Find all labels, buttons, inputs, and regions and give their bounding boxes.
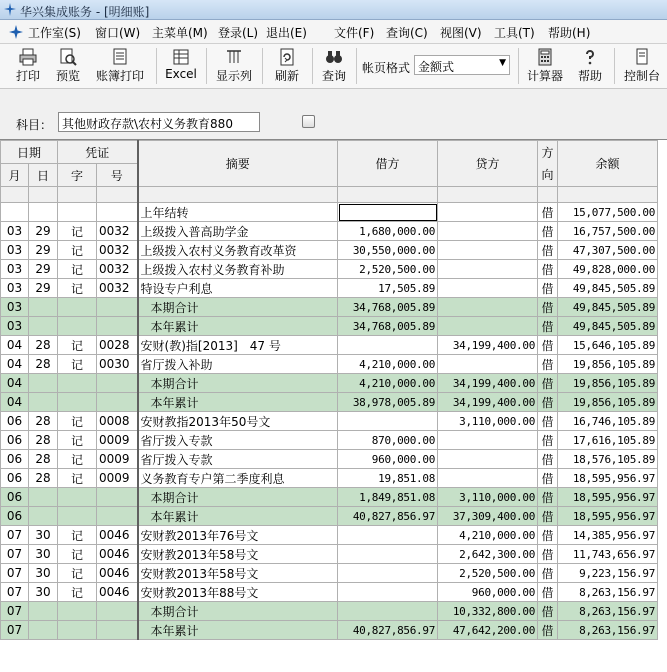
summary-row[interactable] — [1, 507, 658, 526]
cell-debit[interactable]: 34,768,005.89 — [338, 317, 438, 336]
table-row[interactable] — [1, 336, 658, 355]
cell-debit[interactable]: 960,000.00 — [338, 450, 438, 469]
ledger-grid — [0, 139, 667, 672]
menu-window[interactable]: 窗口(W) — [95, 26, 141, 40]
cell-credit[interactable] — [438, 222, 538, 241]
toolbar-separator — [356, 48, 357, 84]
cell-credit[interactable] — [438, 355, 538, 374]
cell-summary[interactable]: 安财教2013年58号文 — [138, 545, 338, 564]
subject-picker-button[interactable] — [302, 115, 315, 128]
cell-day[interactable]: 28 — [29, 450, 58, 469]
cell-voucher-no[interactable]: 0046 — [97, 564, 138, 583]
cell-month[interactable]: 03 — [1, 241, 29, 260]
table-row[interactable] — [1, 222, 658, 241]
cell-balance[interactable]: 19,856,105.89 — [558, 374, 658, 393]
cell-debit[interactable]: 17,505.89 — [338, 279, 438, 298]
cell-day[interactable] — [29, 374, 58, 393]
cell-voucher-no[interactable]: 0046 — [97, 545, 138, 564]
cell-direction[interactable]: 借 — [538, 602, 558, 621]
cell-balance[interactable]: 16,757,500.00 — [558, 222, 658, 241]
title-bar[interactable] — [0, 0, 667, 20]
cell-day[interactable]: 28 — [29, 336, 58, 355]
cell-month[interactable]: 03 — [1, 317, 29, 336]
cell-voucher-type[interactable] — [58, 298, 97, 317]
menu-tools[interactable]: 工具(T) — [494, 26, 535, 40]
cell-voucher-no[interactable] — [97, 317, 138, 336]
page-format-select[interactable]: 金额式 ▼ — [414, 55, 510, 75]
app-logo-icon — [4, 3, 16, 16]
cell-debit[interactable] — [338, 583, 438, 602]
cell-debit[interactable]: 19,851.08 — [338, 469, 438, 488]
cell-summary[interactable]: 省厅拨入补助 — [138, 355, 338, 374]
menu-workspace[interactable]: 工作室(S) — [28, 26, 81, 40]
page-format-label: 帐页格式 — [362, 61, 411, 75]
cell-credit[interactable] — [438, 298, 538, 317]
cell-month[interactable]: 06 — [1, 412, 29, 431]
cell-balance[interactable]: 49,845,505.89 — [558, 279, 658, 298]
cell-month[interactable]: 06 — [1, 488, 29, 507]
cell-voucher-no[interactable] — [97, 602, 138, 621]
cell-balance[interactable]: 11,743,656.97 — [558, 545, 658, 564]
excel-icon — [172, 48, 190, 66]
cell-balance[interactable]: 19,856,105.89 — [558, 355, 658, 374]
refresh-button[interactable]: 刷新 — [268, 46, 306, 86]
cell-summary[interactable]: 安财教2013年88号文 — [138, 583, 338, 602]
cell-month[interactable]: 07 — [1, 583, 29, 602]
cell-month[interactable]: 06 — [1, 431, 29, 450]
menu-login[interactable]: 登录(L) — [218, 26, 259, 40]
cell-summary[interactable]: 安财(教)指[2013] 47 号 — [138, 336, 338, 355]
cell-day[interactable] — [29, 393, 58, 412]
cell-voucher-no[interactable]: 0046 — [97, 583, 138, 602]
subject-bar — [0, 89, 667, 139]
cell-credit[interactable] — [438, 469, 538, 488]
cell-summary[interactable]: 安财教指2013年50号文 — [138, 412, 338, 431]
cell-voucher-type[interactable]: 记 — [58, 469, 97, 488]
cell-day[interactable]: 29 — [29, 241, 58, 260]
header-date: 日期 — [1, 141, 58, 164]
cell-voucher-no[interactable] — [97, 393, 138, 412]
cell-balance[interactable]: 18,595,956.97 — [558, 469, 658, 488]
cell-credit[interactable] — [438, 260, 538, 279]
table-row[interactable] — [1, 260, 658, 279]
binoculars-icon — [325, 48, 343, 66]
cell-debit[interactable]: 1,849,851.08 — [338, 488, 438, 507]
summary-row[interactable] — [1, 374, 658, 393]
toolbar-separator — [156, 48, 157, 84]
cell-summary[interactable]: 上级拨入普高助学金 — [138, 222, 338, 241]
cell-debit[interactable]: 40,827,856.97 — [338, 507, 438, 526]
cell-balance[interactable]: 8,263,156.97 — [558, 602, 658, 621]
cell-voucher-no[interactable]: 0030 — [97, 355, 138, 374]
cell-voucher-no[interactable] — [97, 488, 138, 507]
table-row[interactable] — [1, 355, 658, 374]
cell-credit[interactable]: 2,642,300.00 — [438, 545, 538, 564]
columns-icon — [225, 48, 243, 66]
refresh-icon — [278, 48, 296, 66]
menu-file[interactable]: 文件(F) — [334, 26, 375, 40]
cell-voucher-type[interactable]: 记 — [58, 412, 97, 431]
cell-day[interactable] — [29, 507, 58, 526]
subject-label: 科目： — [16, 118, 53, 132]
cell-direction[interactable]: 借 — [538, 469, 558, 488]
toolbar-separator — [518, 48, 519, 84]
cell-direction[interactable]: 借 — [538, 279, 558, 298]
cell-direction[interactable]: 借 — [538, 545, 558, 564]
cell-day[interactable] — [29, 317, 58, 336]
cell-voucher-type[interactable]: 记 — [58, 450, 97, 469]
table-row[interactable] — [1, 450, 658, 469]
header-voucher: 凭证 — [58, 141, 138, 164]
magnifier-page-icon — [59, 48, 77, 66]
cell-voucher-type[interactable] — [58, 317, 97, 336]
table-row[interactable] — [1, 526, 658, 545]
cell-debit[interactable]: 30,550,000.00 — [338, 241, 438, 260]
table-row[interactable] — [1, 203, 658, 222]
toolbar-separator — [312, 48, 313, 84]
summary-row[interactable] — [1, 298, 658, 317]
cell-day[interactable] — [29, 488, 58, 507]
cell-balance[interactable]: 9,223,156.97 — [558, 564, 658, 583]
header-voucher-type: 字 — [58, 164, 97, 187]
menu-view[interactable]: 视图(V) — [440, 26, 482, 40]
query-button[interactable]: 查询 — [316, 46, 352, 86]
cell-debit[interactable]: 40,827,856.97 — [338, 621, 438, 640]
cell-direction[interactable]: 借 — [538, 336, 558, 355]
summary-row[interactable] — [1, 393, 658, 412]
cell-month[interactable]: 07 — [1, 602, 29, 621]
cell-voucher-no[interactable]: 0032 — [97, 279, 138, 298]
cell-month[interactable]: 04 — [1, 393, 29, 412]
workspace-icon — [8, 24, 24, 40]
cell-credit[interactable]: 3,110,000.00 — [438, 488, 538, 507]
cell-debit[interactable]: 38,978,005.89 — [338, 393, 438, 412]
cell-voucher-type[interactable]: 记 — [58, 526, 97, 545]
cell-month[interactable]: 06 — [1, 450, 29, 469]
cell-balance[interactable]: 47,307,500.00 — [558, 241, 658, 260]
menu-main[interactable]: 主菜单(M) — [152, 26, 208, 40]
cell-credit[interactable] — [438, 203, 538, 222]
cell-direction[interactable]: 借 — [538, 241, 558, 260]
console-button[interactable]: 控制台 — [620, 46, 664, 86]
cell-month[interactable]: 07 — [1, 564, 29, 583]
cell-month[interactable] — [1, 203, 29, 222]
printer-icon — [19, 48, 37, 66]
cell-day[interactable]: 30 — [29, 583, 58, 602]
cell-credit[interactable] — [438, 279, 538, 298]
cell-direction[interactable]: 借 — [538, 374, 558, 393]
cell-month[interactable]: 04 — [1, 336, 29, 355]
cell-voucher-type[interactable]: 记 — [58, 222, 97, 241]
cell-voucher-no[interactable] — [97, 621, 138, 640]
cell-debit[interactable] — [338, 203, 438, 222]
excel-button[interactable]: Excel — [162, 46, 200, 86]
cell-summary[interactable]: 上年结转 — [138, 203, 338, 222]
blank-row — [1, 187, 658, 203]
cell-debit[interactable] — [338, 526, 438, 545]
cell-summary[interactable]: 安财教2013年58号文 — [138, 564, 338, 583]
cell-day[interactable]: 29 — [29, 279, 58, 298]
cell-month[interactable]: 07 — [1, 545, 29, 564]
table-row[interactable] — [1, 545, 658, 564]
table-row[interactable] — [1, 431, 658, 450]
cell-month[interactable]: 04 — [1, 355, 29, 374]
cell-debit[interactable] — [338, 564, 438, 583]
cell-direction[interactable]: 借 — [538, 431, 558, 450]
cell-voucher-no[interactable] — [97, 298, 138, 317]
show-columns-button[interactable]: 显示列 — [212, 46, 256, 86]
summary-row[interactable] — [1, 317, 658, 336]
cell-day[interactable]: 28 — [29, 412, 58, 431]
cell-balance[interactable]: 49,845,505.89 — [558, 317, 658, 336]
cell-voucher-type[interactable]: 记 — [58, 336, 97, 355]
cell-balance[interactable]: 49,828,000.00 — [558, 260, 658, 279]
cell-summary[interactable]: 特设专户利息 — [138, 279, 338, 298]
cell-debit[interactable]: 4,210,000.00 — [338, 374, 438, 393]
cell-credit[interactable]: 2,520,500.00 — [438, 564, 538, 583]
cell-credit[interactable]: 47,642,200.00 — [438, 621, 538, 640]
cell-credit[interactable] — [438, 450, 538, 469]
cell-balance[interactable]: 19,856,105.89 — [558, 393, 658, 412]
table-row[interactable] — [1, 564, 658, 583]
cell-direction[interactable]: 借 — [538, 450, 558, 469]
cell-voucher-type[interactable] — [58, 621, 97, 640]
cell-voucher-type[interactable]: 记 — [58, 355, 97, 374]
menu-query[interactable]: 查询(C) — [386, 26, 428, 40]
cell-direction[interactable]: 借 — [538, 621, 558, 640]
ledger-rows — [1, 187, 658, 640]
cell-summary[interactable]: 本期合计 — [138, 298, 338, 317]
cell-day[interactable] — [29, 602, 58, 621]
cell-voucher-no[interactable]: 0009 — [97, 431, 138, 450]
cell-voucher-type[interactable] — [58, 393, 97, 412]
cell-voucher-no[interactable]: 0032 — [97, 241, 138, 260]
header-day: 日 — [29, 164, 58, 187]
cell-summary[interactable]: 本年累计 — [138, 507, 338, 526]
cell-day[interactable] — [29, 298, 58, 317]
cell-day[interactable]: 28 — [29, 431, 58, 450]
cell-direction[interactable]: 借 — [538, 526, 558, 545]
cell-balance[interactable]: 14,385,956.97 — [558, 526, 658, 545]
cell-debit[interactable]: 2,520,500.00 — [338, 260, 438, 279]
cell-direction[interactable]: 借 — [538, 583, 558, 602]
cell-day[interactable] — [29, 621, 58, 640]
cell-balance[interactable]: 15,646,105.89 — [558, 336, 658, 355]
cell-debit[interactable]: 4,210,000.00 — [338, 355, 438, 374]
cell-debit[interactable]: 34,768,005.89 — [338, 298, 438, 317]
cell-voucher-no[interactable] — [97, 203, 138, 222]
cell-voucher-no[interactable]: 0028 — [97, 336, 138, 355]
cell-voucher-type[interactable] — [58, 203, 97, 222]
cell-credit[interactable] — [438, 241, 538, 260]
cell-debit[interactable] — [338, 545, 438, 564]
chevron-down-icon: ▼ — [499, 58, 506, 68]
cell-voucher-type[interactable]: 记 — [58, 260, 97, 279]
summary-row[interactable] — [1, 488, 658, 507]
cell-day[interactable]: 29 — [29, 260, 58, 279]
cell-day[interactable]: 30 — [29, 526, 58, 545]
cell-day[interactable]: 29 — [29, 222, 58, 241]
cell-credit[interactable]: 34,199,400.00 — [438, 374, 538, 393]
cell-voucher-no[interactable]: 0032 — [97, 222, 138, 241]
cell-month[interactable]: 06 — [1, 507, 29, 526]
cell-credit[interactable]: 37,309,400.00 — [438, 507, 538, 526]
cell-summary[interactable]: 省厅拨入专款 — [138, 450, 338, 469]
cell-month[interactable]: 07 — [1, 621, 29, 640]
header-month: 月 — [1, 164, 29, 187]
cell-month[interactable]: 03 — [1, 222, 29, 241]
cell-credit[interactable]: 34,199,400.00 — [438, 393, 538, 412]
cell-summary[interactable]: 本年累计 — [138, 317, 338, 336]
cell-month[interactable]: 03 — [1, 260, 29, 279]
cell-credit[interactable] — [438, 431, 538, 450]
cell-month[interactable]: 04 — [1, 374, 29, 393]
ledger-print-icon — [111, 48, 129, 66]
cell-voucher-no[interactable] — [97, 374, 138, 393]
subject-field[interactable]: 其他财政存款\农村义务教育880 — [58, 112, 260, 132]
cell-summary[interactable]: 省厅拨入专款 — [138, 431, 338, 450]
window-title: 华兴集成账务 - [明细账] — [20, 5, 150, 19]
cell-balance[interactable]: 18,595,956.97 — [558, 488, 658, 507]
menu-bar — [0, 20, 667, 44]
cell-direction[interactable]: 借 — [538, 488, 558, 507]
help-button[interactable]: 帮助 — [572, 46, 608, 86]
cell-balance[interactable]: 16,746,105.89 — [558, 412, 658, 431]
console-icon — [633, 48, 651, 66]
cell-voucher-type[interactable] — [58, 602, 97, 621]
cell-summary[interactable]: 上级拨入农村义务教育补助 — [138, 260, 338, 279]
header-balance: 余额 — [558, 141, 658, 187]
ledger-table — [0, 140, 658, 640]
question-mark-icon — [581, 48, 599, 66]
table-row[interactable] — [1, 583, 658, 602]
cell-summary[interactable]: 本年累计 — [138, 621, 338, 640]
cell-debit[interactable] — [338, 336, 438, 355]
cell-balance[interactable]: 17,616,105.89 — [558, 431, 658, 450]
cell-voucher-type[interactable]: 记 — [58, 583, 97, 602]
cell-direction[interactable]: 借 — [538, 564, 558, 583]
header-direction: 方向 — [538, 141, 558, 187]
cell-balance[interactable]: 18,595,956.97 — [558, 507, 658, 526]
cell-voucher-no[interactable]: 0008 — [97, 412, 138, 431]
cell-voucher-no[interactable] — [97, 507, 138, 526]
cell-debit[interactable] — [338, 412, 438, 431]
cell-credit[interactable]: 10,332,800.00 — [438, 602, 538, 621]
cell-summary[interactable]: 安财教2013年76号文 — [138, 526, 338, 545]
cell-voucher-type[interactable] — [58, 507, 97, 526]
header-debit: 借方 — [338, 141, 438, 187]
cell-balance[interactable]: 8,263,156.97 — [558, 621, 658, 640]
print-button[interactable]: 打印 — [8, 46, 48, 86]
cell-direction[interactable]: 借 — [538, 203, 558, 222]
cell-month[interactable]: 06 — [1, 469, 29, 488]
toolbar — [0, 44, 667, 89]
summary-row[interactable] — [1, 602, 658, 621]
cell-month[interactable]: 07 — [1, 526, 29, 545]
cell-credit[interactable]: 960,000.00 — [438, 583, 538, 602]
cell-voucher-type[interactable]: 记 — [58, 545, 97, 564]
calculator-button[interactable]: 计算器 — [524, 46, 566, 86]
menu-help[interactable]: 帮助(H) — [548, 26, 591, 40]
cell-voucher-type[interactable]: 记 — [58, 279, 97, 298]
cell-day[interactable]: 28 — [29, 469, 58, 488]
menu-exit[interactable]: 退出(E) — [266, 26, 307, 40]
cell-credit[interactable]: 3,110,000.00 — [438, 412, 538, 431]
header-voucher-no: 号 — [97, 164, 138, 187]
cell-day[interactable]: 30 — [29, 564, 58, 583]
cell-voucher-type[interactable]: 记 — [58, 241, 97, 260]
header-summary: 摘要 — [138, 141, 338, 187]
cell-summary[interactable]: 本期合计 — [138, 602, 338, 621]
summary-row[interactable] — [1, 621, 658, 640]
cell-month[interactable]: 03 — [1, 279, 29, 298]
cell-debit[interactable]: 1,680,000.00 — [338, 222, 438, 241]
table-row[interactable] — [1, 279, 658, 298]
cell-direction[interactable]: 借 — [538, 393, 558, 412]
cell-summary[interactable]: 义务教育专户第二季度利息 — [138, 469, 338, 488]
cell-voucher-type[interactable] — [58, 374, 97, 393]
cell-direction[interactable]: 借 — [538, 298, 558, 317]
preview-button[interactable]: 预览 — [50, 46, 86, 86]
cell-balance[interactable]: 15,077,500.00 — [558, 203, 658, 222]
cell-direction[interactable]: 借 — [538, 412, 558, 431]
cell-credit[interactable] — [438, 317, 538, 336]
table-row[interactable] — [1, 241, 658, 260]
header-credit: 贷方 — [438, 141, 538, 187]
cell-summary[interactable]: 本期合计 — [138, 488, 338, 507]
cell-debit[interactable]: 870,000.00 — [338, 431, 438, 450]
cell-day[interactable]: 30 — [29, 545, 58, 564]
cell-voucher-type[interactable] — [58, 488, 97, 507]
cell-voucher-type[interactable]: 记 — [58, 431, 97, 450]
cell-direction[interactable]: 借 — [538, 260, 558, 279]
cell-voucher-no[interactable]: 0009 — [97, 450, 138, 469]
cell-balance[interactable]: 18,576,105.89 — [558, 450, 658, 469]
cell-day[interactable]: 28 — [29, 355, 58, 374]
cell-direction[interactable]: 借 — [538, 317, 558, 336]
cell-direction[interactable]: 借 — [538, 222, 558, 241]
toolbar-separator — [262, 48, 263, 84]
cell-balance[interactable]: 8,263,156.97 — [558, 583, 658, 602]
cell-credit[interactable]: 34,199,400.00 — [438, 336, 538, 355]
cell-direction[interactable]: 借 — [538, 507, 558, 526]
toolbar-separator — [206, 48, 207, 84]
cell-summary[interactable]: 上级拨入农村义务教育改革资 — [138, 241, 338, 260]
cell-day[interactable] — [29, 203, 58, 222]
table-row[interactable] — [1, 469, 658, 488]
ledger-print-button[interactable]: 账簿打印 — [90, 46, 150, 86]
calculator-icon — [536, 48, 554, 66]
cell-summary[interactable]: 本年累计 — [138, 393, 338, 412]
cell-credit[interactable]: 4,210,000.00 — [438, 526, 538, 545]
cell-voucher-no[interactable]: 0032 — [97, 260, 138, 279]
cell-debit[interactable] — [338, 602, 438, 621]
cell-voucher-type[interactable]: 记 — [58, 564, 97, 583]
cell-voucher-no[interactable]: 0009 — [97, 469, 138, 488]
cell-summary[interactable]: 本期合计 — [138, 374, 338, 393]
cell-balance[interactable]: 49,845,505.89 — [558, 298, 658, 317]
toolbar-separator — [614, 48, 615, 84]
cell-direction[interactable]: 借 — [538, 355, 558, 374]
table-row[interactable] — [1, 412, 658, 431]
cell-voucher-no[interactable]: 0046 — [97, 526, 138, 545]
cell-month[interactable]: 03 — [1, 298, 29, 317]
